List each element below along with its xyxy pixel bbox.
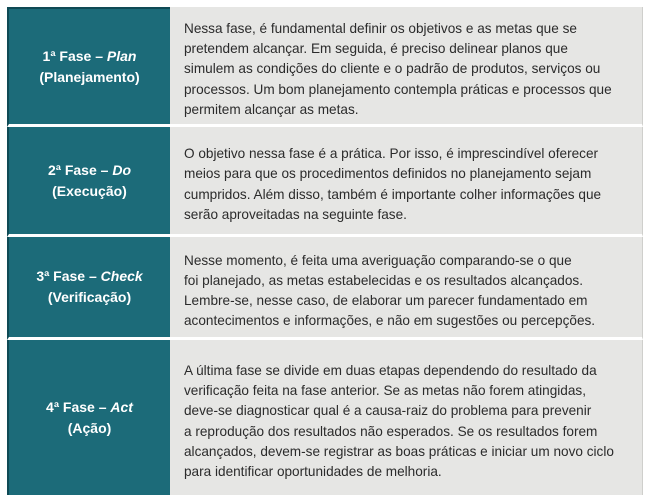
- phase-prefix: 3ª Fase –: [36, 268, 101, 284]
- phase-label-check: (Verificação): [47, 289, 132, 305]
- phase-prefix: 1ª Fase –: [42, 47, 107, 64]
- description-line: a reprodução dos resultados não esperados. Se os resultados forem: [184, 423, 598, 439]
- description-line: cumpridos. Além disso, também é importante colher informações que: [184, 186, 602, 202]
- phase-title-act: [46, 397, 133, 418]
- phase-title-plan: [43, 46, 137, 67]
- description-cell-act: [170, 340, 643, 495]
- description-line: deve-se diagnosticar qual é a causa-raiz do problema para prevenir: [184, 403, 592, 419]
- phase-prefix: 4ª Fase –: [46, 398, 111, 415]
- description-line: Lembre-se, nesse caso, de elaborar um parecer fundamentado em: [184, 293, 588, 308]
- phase-label-do: (Execução): [52, 182, 127, 199]
- phase-cell-act: [7, 340, 170, 495]
- phase-cell-plan: [7, 7, 170, 127]
- phase-title-check: [36, 266, 142, 287]
- description-line: pretendem alcançar. Em seguida, é preciso delinear planos que: [184, 41, 568, 57]
- description-line: para identificar oportunidades de melhoria.: [184, 463, 442, 479]
- phase-cell-do: [7, 127, 170, 237]
- description-line: verificação feita na fase anterior. Se as metas não forem atingidas,: [184, 383, 586, 399]
- description-cell-check: [170, 237, 643, 340]
- description-line: meios para que os procedimentos definidos no planejamento sejam: [184, 166, 592, 182]
- description-line: Nessa fase, é fundamental definir os objetivos e as metas que se: [184, 20, 577, 36]
- phase-term: Plan: [106, 47, 137, 64]
- phase-title-do: [48, 160, 131, 181]
- phase-label-act: (Ação): [67, 419, 112, 436]
- description-line: O objetivo nessa fase é a prática. Por isso, é imprescindível oferecer: [184, 146, 599, 162]
- phase-term: Do: [112, 161, 131, 178]
- description-line: A última fase se divide em duas etapas dependendo do resultado da: [184, 362, 597, 378]
- description-line: processos. Um bom planejamento contempla práticas e processos que: [184, 81, 612, 97]
- description-line: foi planejado, as metas estabelecidas e os resultados alcançados.: [184, 272, 583, 288]
- description-line: serão aproveitadas na seguinte fase.: [184, 206, 407, 222]
- pdca-phases-table: [7, 7, 643, 495]
- phase-label-plan: (Planejamento): [39, 68, 140, 85]
- description-cell-do: [170, 127, 643, 237]
- phase-prefix: 2ª Fase –: [47, 161, 113, 178]
- phase-term: Act: [110, 398, 133, 415]
- description-line: alcançados, devem-se registrar as boas práticas e iniciar um novo ciclo: [184, 443, 614, 459]
- description-line: simulem as condições do cliente e o padrão de produtos, serviços ou: [184, 61, 601, 77]
- phase-cell-check: [7, 237, 170, 340]
- description-line: Nesse momento, é feita uma averiguação comparando-se o que: [184, 252, 572, 268]
- phase-term: Check: [100, 268, 143, 284]
- description-line: acontecimentos e informações, e não em sugestões ou percepções.: [184, 313, 596, 329]
- description-cell-plan: [170, 7, 643, 127]
- description-line: permitem alcançar as metas.: [184, 101, 359, 117]
